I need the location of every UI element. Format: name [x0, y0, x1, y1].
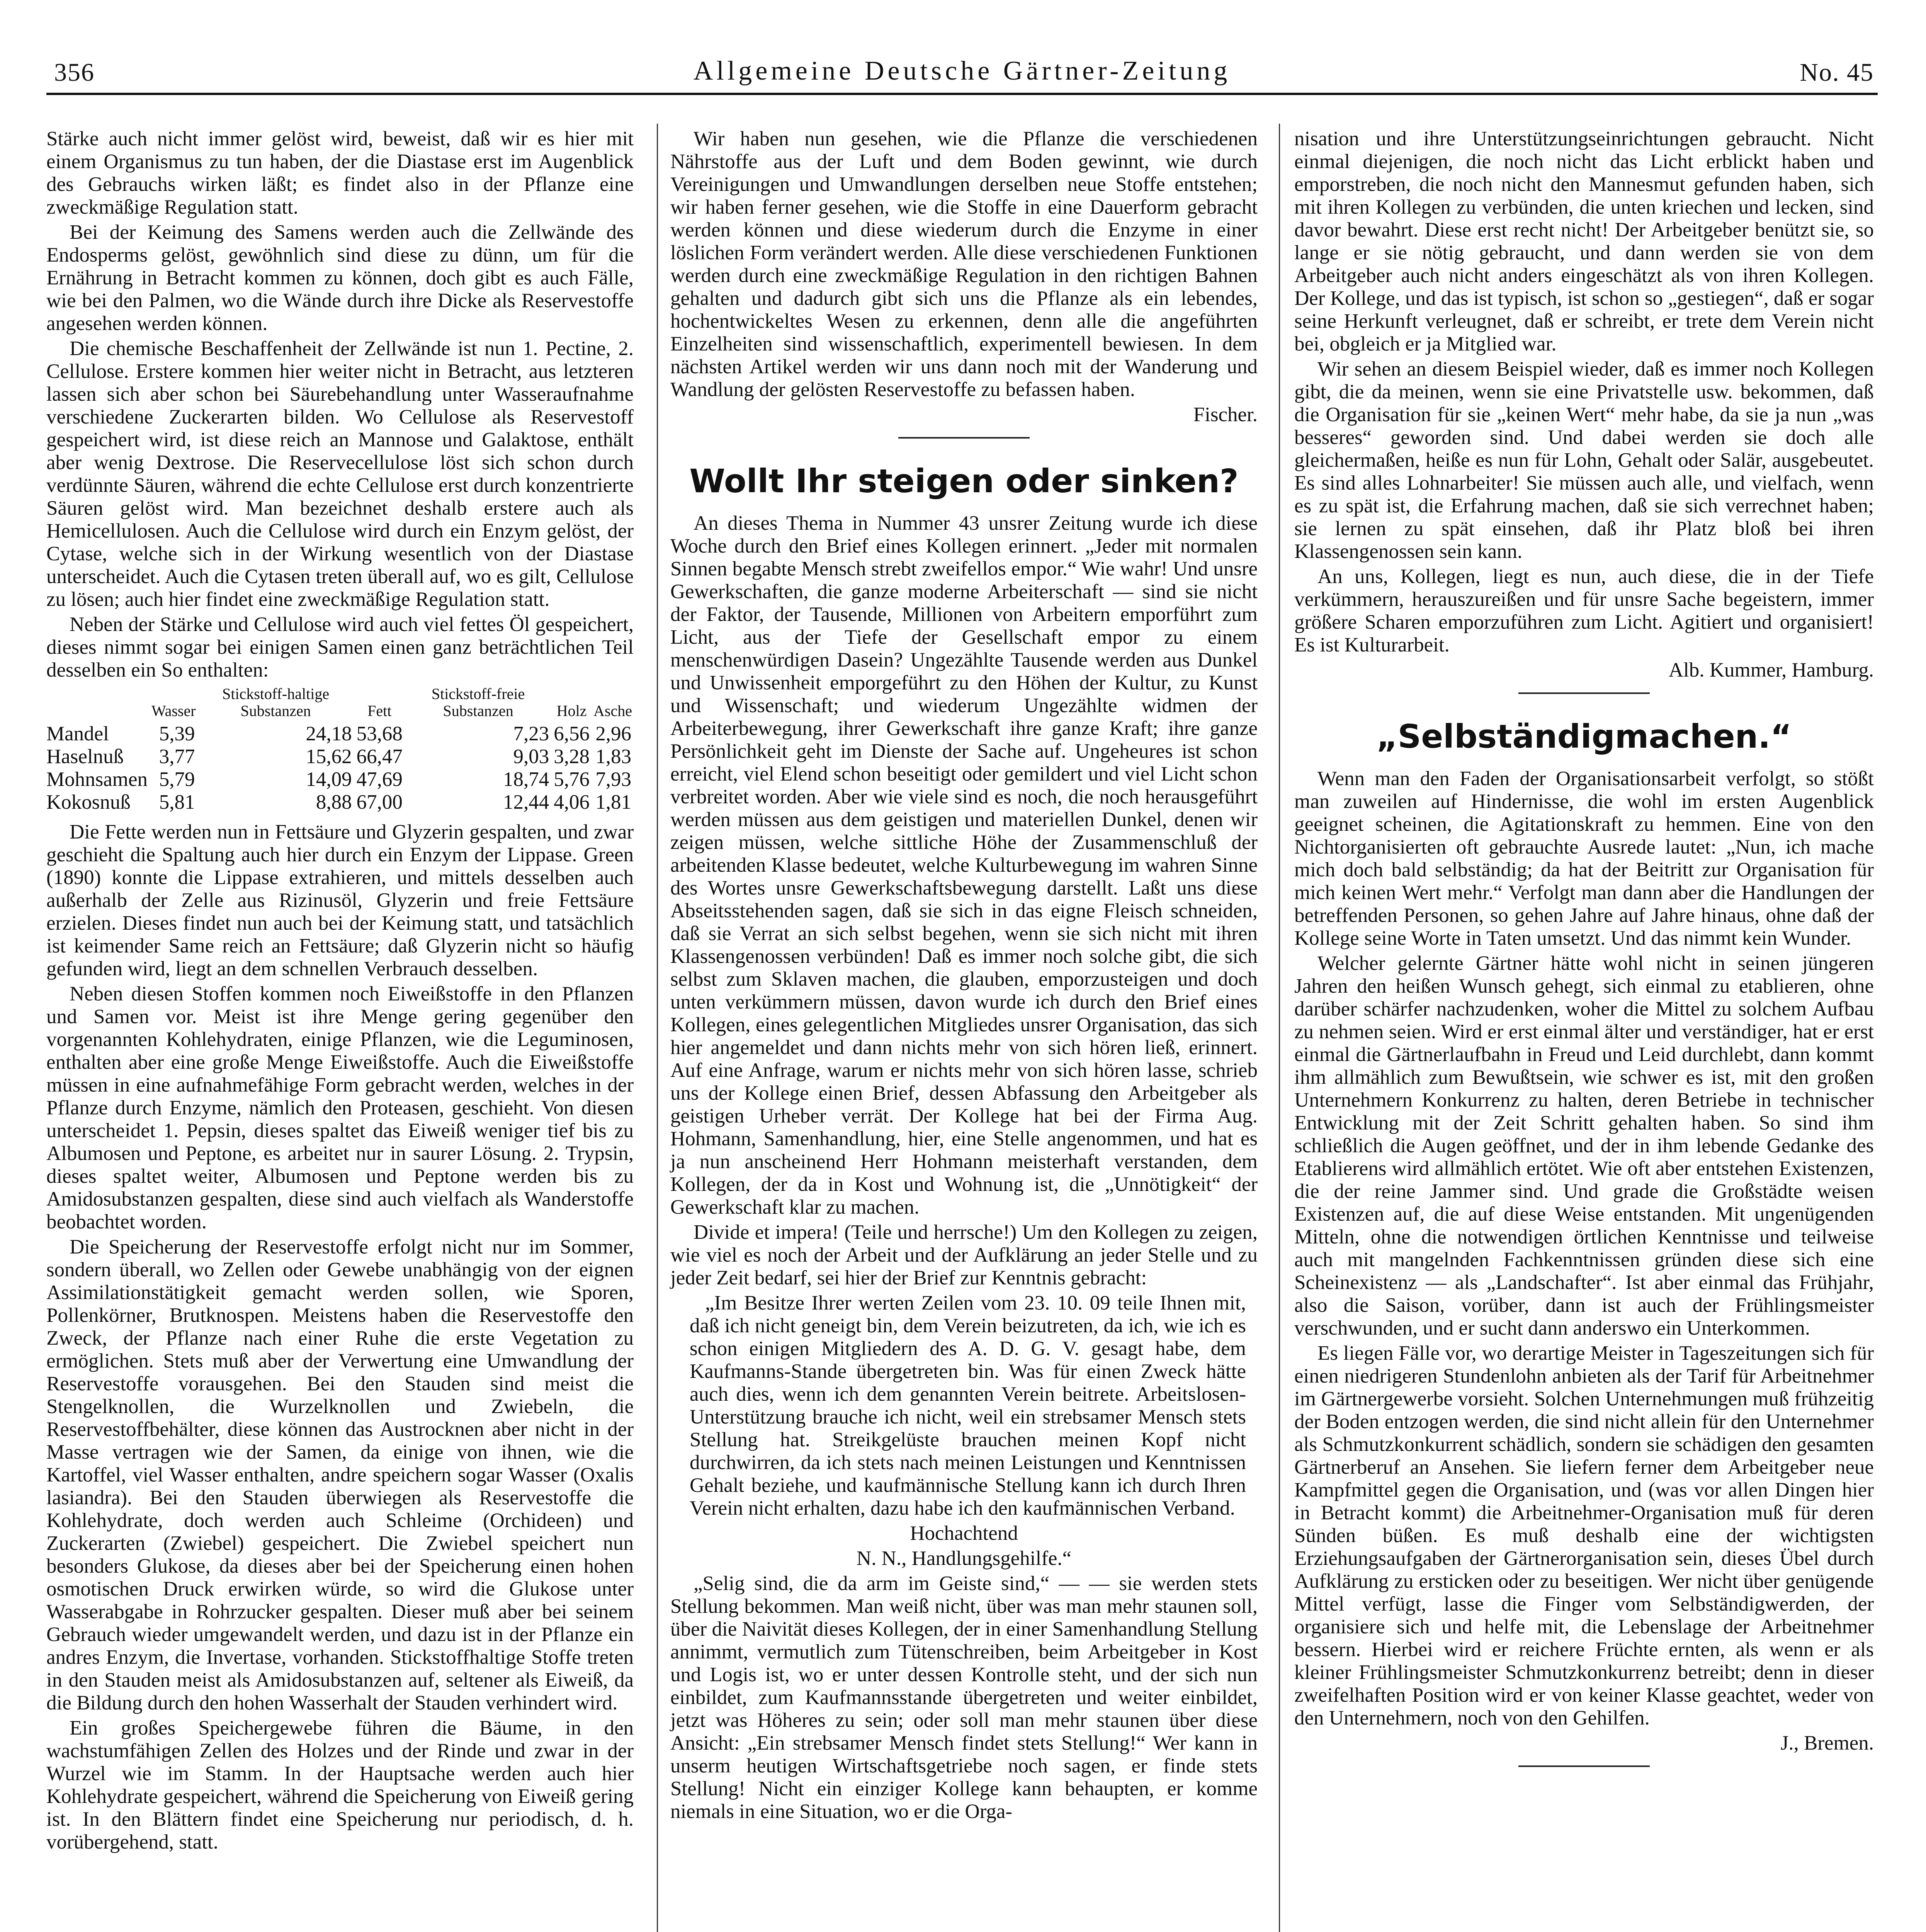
- table-cell: 47,69: [356, 768, 403, 791]
- article-title: Wollt Ihr steigen oder sinken?: [689, 462, 1239, 500]
- paragraph: Divide et impera! (Teile und herrsche!) Um den Kollegen zu zeigen, wie viel es noch der Arbeit und der Aufklärung an jeder Stelle und zu jeder Zeit bedarf, sei hier der Brief zur Kenntnis gebracht:: [670, 1221, 1258, 1289]
- paragraph: An uns, Kollegen, liegt es nun, auch diese, die in der Tiefe verkümmern, herauszureißen und für unsre Sache begeistern, immer größere Scharen emporzuführen zum Licht. Agitiert und organisiert! Es ist Kulturarbeit.: [1294, 565, 1874, 656]
- table-cell: 5,39: [159, 723, 195, 745]
- table-cell: 5,81: [159, 791, 195, 813]
- table-cell: 8,88: [316, 791, 352, 813]
- table-cell: 7,93: [595, 768, 631, 791]
- paragraph: Die Fette werden nun in Fettsäure und Glyzerin gespalten, und zwar geschieht die Spaltung auch hier durch ein Enzym der Lippase. Green (1890) konnte die Lippase extrahieren, und mittels desselben auch außerhalb der Zelle aus Rizinusöl, Glyzerin und freie Fettsäure erzielen. Dieses findet nun auch bei der Keimung statt, und tatsächlich ist keimender Same reich an Fettsäure; daß Glyzerin nicht so häufig gefunden wird, liegt an dem schnellen Verbrauch desselben.: [46, 821, 634, 980]
- paragraph: nisation und ihre Unterstützungseinrichtungen gebraucht. Nicht einmal diejenigen, die noch nicht das Licht erblickt haben und emporstreben, die noch nicht den Mannesmut gefunden haben, sich mit ihren Kollegen zu verbünden, die unten kriechen und lecken, sind davor bewahrt. Diese erst recht nicht! Der Arbeitgeber benützt sie, so lange er sie nötig gebraucht, und dann werden sie von dem Arbeitgeber auch nicht anders eingeschätzt als von ihren Kollegen. Der Kollege, und das ist typisch, ist schon so „gestiegen“, daß er sogar seine Herkunft verleugnet, daß er schreibt, er trete dem Verein nicht bei, obgleich er ja Mitglied war.: [1294, 128, 1874, 355]
- paragraph: Wenn man den Faden der Organisationsarbeit verfolgt, so stößt man zuweilen auf Hindernisse, die wohl im ersten Augenblick geeignet scheinen, die Agitationskraft zu hemmen. Eine von den Nichtorganisierten oft gebrauchte Ausrede lautet: „Nun, ich mache mich doch bald selbständig; da hat der Beitritt zur Organisation für mich keinen Wert mehr.“ Verfolgt man dann aber die Handlungen der betreffenden Personen, so gehen Jahre auf Jahre hinaus, ohne daß der Kollege seine Worte in Taten umsetzt. Und das nimmt kein Wunder.: [1294, 767, 1874, 949]
- table-cell: 14,09: [306, 768, 352, 791]
- table-header-cell: Holz: [556, 702, 587, 719]
- composition-table: [46, 685, 634, 814]
- table-cell: 5,79: [159, 768, 195, 791]
- table-cell: 3,28: [554, 745, 590, 768]
- paragraph: Stärke auch nicht immer gelöst wird, beweist, daß wir es hier mit einem Organismus zu tun haben, der die Diastase erst im Augenblick des Gebrauchs wirken läßt; es findet also in der Pflanze eine zweckmäßige Regulation statt.: [46, 128, 634, 218]
- paragraph: Die chemische Beschaffenheit der Zellwände ist nun 1. Pectine, 2. Cellulose. Erstere kommen hier weiter nicht in Betracht, aus letzteren lassen sich aber schon bei Säurebehandlung unter Wasseraufnahme verschiedene Zuckerarten bilden. Wo Cellulose als Reservestoff gespeichert wird, ist diese reich an Mannose und Galaktose, enthält aber wenig Dextrose. Die Reservecellulose löst sich schon durch verdünnte Säuren, während die echte Cellulose erst durch konzentrierte Säuren gelöst wird. Man bezeichnet deshalb erstere auch als Hemicellulosen. Auch die Cellulose wird durch ein Enzym gelöst, der Cytase, welche sich in der Wirkung wesentlich von der Diastase unterscheidet. Auch die Cytasen treten überall auf, wo es gilt, Cellulose zu lösen; auch hier findet eine zweckmäßige Regulation statt.: [46, 337, 634, 611]
- page-header: [46, 50, 1878, 95]
- article-title: „Selbständigmachen.“: [1376, 718, 1792, 755]
- table-row: [46, 745, 634, 768]
- table-cell: 7,23: [513, 723, 549, 745]
- section-divider: [898, 437, 1030, 439]
- column-1: [46, 128, 634, 1856]
- paragraph: Neben der Stärke und Cellulose wird auch viel fettes Öl gespeichert, dieses nimmt sogar bei einigen Samen einen ganz beträchtlichen Teil desselben ein So enthalten:: [46, 613, 634, 681]
- table-cell: 66,47: [356, 745, 403, 768]
- paragraph: Ein großes Speichergewebe führen die Bäume, in den wachstumfähigen Zellen des Holzes und der Rinde und zwar in der Wurzel wie im Stamm. In der Hauptsache werden auch hier Kohlehydrate gespeichert, während die Speicherung von Eiweiß gering ist. In den Blättern findet eine Speicherung nur periodisch, d. h. vorübergehend, statt.: [46, 1717, 634, 1853]
- table-header-cell: Wasser: [151, 702, 196, 719]
- table-cell: 2,96: [595, 723, 631, 745]
- author-signature: Fischer.: [1193, 403, 1258, 426]
- table-cell: 5,76: [554, 768, 590, 791]
- paragraph: Welcher gelernte Gärtner hätte wohl nicht in seinen jüngeren Jahren den heißen Wunsch gehegt, sich einmal zu etablieren, ohne darüber schärfer nachzudenken, woher die Mittel zu solchem Aufbau zu nehmen seien. Wird er erst einmal älter und verständiger, hat er erst einmal die Gärtnerlaufbahn in Freud und Leid durchlebt, dann kommt ihm allmählich zum Bewußtsein, wie schwer es ist, mit den großen Unternehmern Konkurrenz zu halten, deren Betriebe in technischer Entwicklung mit der Zeit Schritt gehalten haben. So sind ihm schließlich die Augen geöffnet, und der in ihm lebende Gedanke des Etablierens wird allmählich ertötet. Wie oft aber entstehen Existenzen, die der reine Jammer sind. Und grade die Großstädte weisen Existenzen auf, die auf diese Weise entstanden. Mit ungenügenden Mitteln, ohne die notwendigen örtlichen Kenntnisse und teilweise auch mit mangelnden Fachkenntnissen gründen diese sich eine Scheinexistenz — als „Landschafter“. Ist aber einmal das Frühjahr, also die Saison, vorüber, dann ist auch der Frühlingsmeister verschwunden, und er sucht dann anderswo ein Unterkommen.: [1294, 952, 1874, 1339]
- table-row: [46, 791, 634, 814]
- table-header-row: [46, 685, 634, 723]
- column-3: [1294, 128, 1874, 1778]
- section-divider: [1518, 1765, 1650, 1767]
- column-divider: [657, 124, 658, 1932]
- paragraph: Wir sehen an diesem Beispiel wieder, daß es immer noch Kollegen gibt, die da meinen, wenn sie eine Privatstelle usw. bekommen, daß die Organisation für sie „keinen Wert“ mehr habe, da sie ja nun „was besseres“ geworden sind. Und dabei werden sie doch alle gleichermaßen, heiße es nun für Lohn, Gehalt oder Salär, ausgebeutet. Es sind alles Lohnarbeiter! Sie müssen auch alle, und vielfach, wenn es zu spät ist, die Erfahrung machen, daß sie sich verrechnet haben; sie lernen zu spät einsehen, daß ihr Platz bloß bei ihren Klassengenossen sein kann.: [1294, 358, 1874, 563]
- paragraph: An dieses Thema in Nummer 43 unsrer Zeitung wurde ich diese Woche durch den Brief eines Kollegen erinnert. „Jeder mit normalen Sinnen begabte Mensch strebt zweifellos empor.“ Wie wahr! Und unsre Gewerkschaften, die ganze moderne Arbeiterschaft — sind sie nicht der Faktor, der Tausende, Millionen von Arbeitern emporführt zum Licht, aus der Tiefe der Gesellschaft empor zu einem menschenwürdigen Dasein? Ungezählte Tausende werden aus Dunkel und Unwissenheit emporgeführt zu den Höhen der Kultur, zu Kunst und Wissenschaft; und wiederum Ungezählte widmen der Arbeiterbewegung, ihrer Gewerkschaft ihre ganze Kraft; ihre ganze Persönlichkeit geht im Dienste der Sache auf. Ungeheures ist schon erreicht, viel Elend schon beseitigt oder gemildert und viel Licht schon verbreitet worden. Aber wie viele sind es noch, die noch herausgeführt werden müssen aus dem geistigen und materiellen Dunkel, denen wir zeigen müssen, welche sittliche Höhe der Zusammenschluß der arbeitenden Klasse bedeutet, welche Kulturbewegung im wahren Sinne des Wortes unsre Gewerkschaftsbewegung darstellt. Laßt uns diese Abseitsstehenden sagen, daß sie sich in das eigne Fleisch schneiden, daß sie Verrat an sich selbst begehen, wenn sie sich nicht mit ihren Klassengenossen verbünden! Daß es immer noch solche gibt, die sich selbst zum Sklaven machen, die glauben, emporzusteigen und doch unten verkümmern müssen, davon wurde ich durch den Brief eines Kollegen, eines gelegentlichen Mitgliedes unsrer Organisation, das sich hier angemeldet und dann nichts mehr von sich hören ließ, erinnert. Auf eine Anfrage, warum er nichts mehr von sich hören lasse, schrieb uns der Kollege einen Brief, dessen Abfassung den Arbeitgeber als geistigen Urheber verrät. Der Kollege hat bei der Firma Aug. Hohmann, Samenhandlung, hier, eine Stelle angenommen, und hat es ja nun anscheinend Herr Hohmann meisterhaft verstanden, dem Kollegen, der da in Kost und Wohnung ist, die „Unnötigkeit“ der Gewerkschaft klar zu machen.: [670, 512, 1258, 1218]
- table-cell: Mohnsamen: [46, 768, 148, 791]
- table-header-cell: Stickstoff-freie Substanzen: [431, 685, 525, 719]
- table-cell: 1,83: [595, 745, 631, 768]
- table-cell: 9,03: [513, 745, 549, 768]
- table-cell: 3,77: [159, 745, 195, 768]
- table-header-cell: Stickstoff-haltige Substanzen: [222, 685, 330, 719]
- table-header-cell: [46, 685, 150, 723]
- table-cell: Haselnuß: [46, 745, 124, 768]
- table-cell: 15,62: [306, 745, 352, 768]
- paragraph: Bei der Keimung des Samens werden auch die Zellwände des Endosperms gelöst, gewöhnlich sind diese zu dünn, um für die Ernährung in Betracht kommen zu können, doch gibt es auch Fälle, wie bei den Palmen, wo die Wände durch ihre Dicke als Reservestoffe angesehen werden können.: [46, 221, 634, 335]
- table-cell: 12,44: [503, 791, 549, 813]
- paragraph: Die Speicherung der Reservestoffe erfolgt nicht nur im Sommer, sondern überall, wo Zellen oder Gewebe unabhängig von der eignen Assimilationstätigkeit gemacht werden sollen, wie Sporen, Pollenkörner, Brutknospen. Meistens haben die Reservestoffe den Zweck, der Pflanze nach einer Ruhe die erste Vegetation zu ermöglichen. Stets muß aber der Verwertung eine Umwandlung der Reservestoffe vorausgehen. Bei den Stauden sind meist die Stengelknollen, die Wurzelknollen und Zwiebeln, die Reservestoffbehälter, diese können das Austrocknen aber nicht in der Masse vertragen wie der Samen, da einige von ihnen, wie die Kartoffel, viel Wasser enthalten, andre speichern sogar Wasser (Oxalis lasiandra). Bei den Stauden überwiegen als Reservestoffe die Kohlehydrate, doch werden auch Schleime (Orchideen) und Zuckerarten (Zwiebel) gespeichert. Die Zwiebel speichert nun besonders Glukose, da dieses aber bei der Speicherung einen hohen osmotischen Druck erwirken würde, so wird die Glukose unter Wasserabgabe in Rohrzucker gespalten. Dieser muß aber bei seinem Gebrauch wieder umgewandelt werden, und dazu ist in der Pflanze ein andres Enzym, die Invertase, vorhanden. Stickstoffhaltige Stoffe treten in den Stauden meist als Amidosubstanzen auf, seltener als Eiweiß, da die Bildung durch den hohen Wasserhalt der Stauden verhindert wird.: [46, 1236, 634, 1714]
- letter-closing: Hochachtend: [910, 1522, 1018, 1544]
- section-divider: [1518, 692, 1650, 694]
- table-cell: 6,56: [554, 723, 590, 745]
- paragraph: „Selig sind, die da arm im Geiste sind,“ — — sie werden stets Stellung bekommen. Man weiß nicht, über was man mehr staunen soll, über die Naivität dieses Kollegen, der in einer Samenhandlung Stellung annimmt, vermutlich zum Tütenschreiben, beim Arbeitgeber in Kost und Logis ist, wo er unter dessen Kontrolle steht, und der sich nun einbildet, zum Kaufmannsstande übergetreten und weiter einbildet, jetzt was Höheres zu sein; oder soll man mehr staunen über diese Ansicht: „Ein strebsamer Mensch findet stets Stellung!“ Wer kann in unserm heutigen Wirtschaftsgetriebe noch sagen, er finde stets Stellung! Nicht ein einziger Kollege kann behaupten, er komme niemals in eine Situation, wo er die Orga-: [670, 1572, 1258, 1823]
- paragraph: Wir haben nun gesehen, wie die Pflanze die verschiedenen Nährstoffe aus der Luft und dem Boden gewinnt, wie durch Vereinigungen und Umwandlungen derselben neue Stoffe entstehen; wir haben ferner gesehen, wie die Stoffe in eine Dauerform gebracht werden können und diese wiederum durch die Enzyme in einer löslichen Form verändert werden. Alle diese verschiedenen Funktionen werden durch eine zweckmäßige Regulation in den richtigen Bahnen gehalten und dadurch gibt sich uns die Pflanze als ein lebendes, hochentwickeltes Wesen zu erkennen, denn alle die angeführten Einzelheiten sind wissenschaftlich, experimentell bewiesen. In dem nächsten Artikel werden wir uns dann noch mit der Wanderung und Wandlung der gelösten Reservestoffe zu befassen haben.: [670, 128, 1258, 401]
- table-cell: 24,18: [306, 723, 352, 745]
- letter-signature: N. N., Handlungsgehilfe.“: [856, 1547, 1072, 1570]
- table-cell: 53,68: [356, 723, 403, 745]
- issue-number: No. 45: [1800, 58, 1874, 87]
- newspaper-title: Allgemeine Deutsche Gärtner-Zeitung: [693, 56, 1231, 86]
- table-cell: 1,81: [595, 791, 631, 813]
- table-cell: Kokosnuß: [46, 791, 131, 813]
- table-row: [46, 723, 634, 745]
- table-header-cell: Asche: [593, 702, 632, 719]
- author-signature: J., Bremen.: [1780, 1732, 1874, 1754]
- table-cell: 4,06: [554, 791, 590, 813]
- table-cell: 18,74: [503, 768, 549, 791]
- quoted-letter: „Im Besitze Ihrer werten Zeilen vom 23. 10. 09 teile Ihnen mit, daß ich nicht geneigt bin, dem Verein beizutreten, da ich, wie ich es schon einigen Mitgliedern des A. D. G. V. gesagt habe, dem Kaufmanns-Stande übergetreten bin. Was für einen Zweck hätte auch dies, wenn ich dem genannten Verein beitrete. Arbeitslosen-Unterstützung brauche ich nicht, weil ein strebsamer Mensch stets Stellung hat. Streikgelüste brauchen meinen Kopf nicht durchwirren, da ich stets nach meinen Leistungen und Kenntnissen Gehalt beziehe, und kaufmännische Stellung kann ich durch Ihren Verein nicht erhalten, dazu habe ich den kaufmännischen Verband.: [690, 1292, 1246, 1519]
- column-2: [670, 128, 1258, 1825]
- author-signature: Alb. Kummer, Hamburg.: [1668, 659, 1874, 681]
- table-header-cell: Fett: [367, 702, 392, 719]
- paragraph: Es liegen Fälle vor, wo derartige Meister in Tageszeitungen sich für einen niedrigeren Stundenlohn anbieten als der Tarif für Arbeitnehmer im Gärtnergewerbe vorsieht. Solchen Unternehmungen muß frühzeitig der Boden entzogen werden, die sind nicht allein für den Unternehmer als Schmutzkonkurrent schädlich, sondern sie schädigen den gesamten Gärtnerberuf an Ansehen. Sie liefern ferner dem Arbeitgeber neue Kampfmittel gegen die Organisation, und (was vor allen Dingen hier in Betracht kommt) die Arbeitnehmer-Organisation muß für deren Sünden büßen. Es muß deshalb eine der wichtigsten Erziehungsaufgaben der Gärtnerorganisation sein, dieses Übel durch Aufklärung zu ersticken oder zu beseitigen. Wer nicht über genügende Mittel verfügt, lasse die Finger vom Selbständigwerden, der organisiere sich und helfe mit, die Lebenslage der Arbeitnehmer bessern. Hierbei wird er reichere Früchte ernten, als wenn er als kleiner Frühlingsmeister Schmutzkonkurrenz betreibt; denn in dieser zweifelhaften Position wird er von keiner Klasse geachtet, weder von den Unternehmern, noch von den Gehilfen.: [1294, 1342, 1874, 1729]
- paragraph: Neben diesen Stoffen kommen noch Eiweißstoffe in den Pflanzen und Samen vor. Meist ist ihre Menge gering gegenüber den vorgenannten Kohlehydraten, einige Pflanzen, wie die Leguminosen, enthalten aber eine große Menge Eiweißstoffe. Auch die Eiweißstoffe müssen in eine aufnahmefähige Form gebracht werden, welches in der Pflanze durch Enzyme, nämlich den Proteasen, geschieht. Von diesen unterscheidet 1. Pepsin, dieses spaltet das Eiweiß weniger tief bis zu Albumosen und Peptone, es arbeitet nur in saurer Lösung. 2. Trypsin, dieses spaltet weiter, Albumosen und Peptone werden bis zu Amidosubstanzen gespalten, diese sind auch vielfach als Wanderstoffe beobachtet worden.: [46, 983, 634, 1233]
- table-cell: Mandel: [46, 723, 109, 745]
- table-row: [46, 768, 634, 791]
- table-cell: 67,00: [356, 791, 403, 813]
- column-divider: [1279, 124, 1280, 1932]
- page-number: 356: [54, 58, 95, 87]
